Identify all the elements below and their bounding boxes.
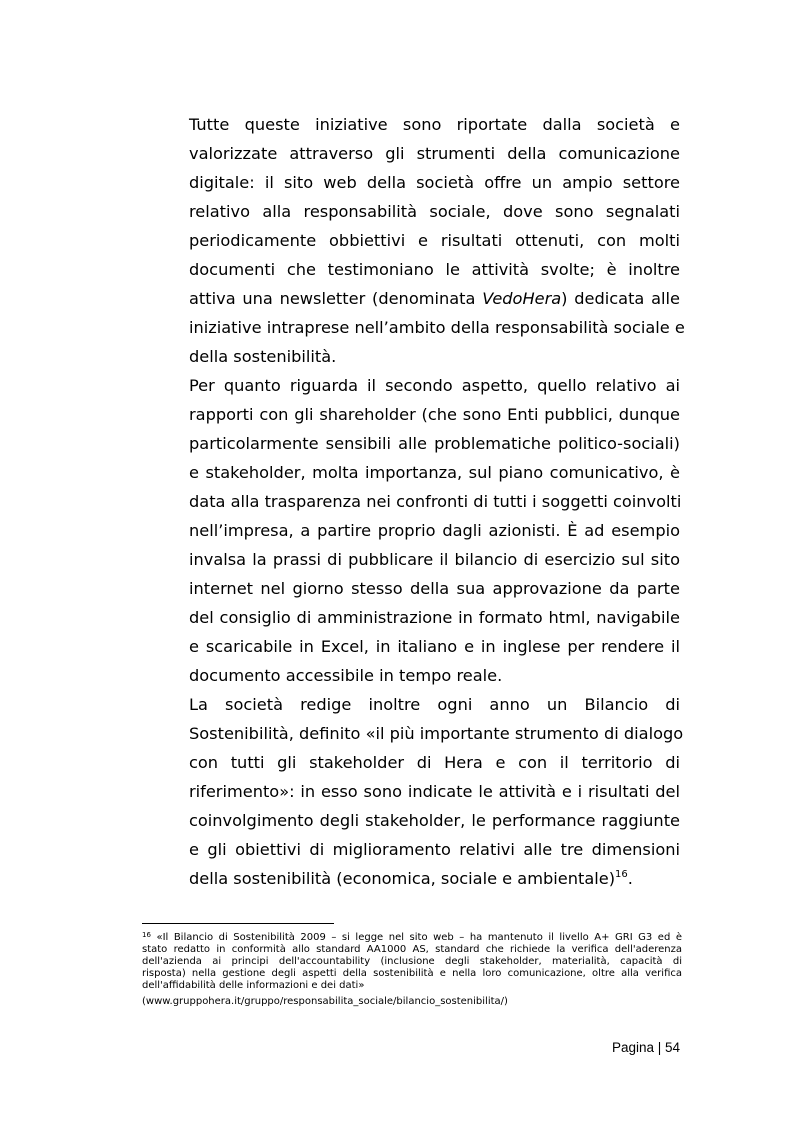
body-line: Sostenibilità, definito «il più importante strumento di dialogo	[189, 724, 684, 743]
newsletter-name: VedoHera	[482, 289, 562, 308]
body-line: Per quanto riguarda il secondo aspetto, quello relativo ai	[189, 376, 680, 395]
footnote-separator	[142, 923, 334, 924]
body-line: periodicamente obbiettivi e risultati ottenuti, con molti	[189, 231, 680, 250]
body-line: Tutte queste iniziative sono riportate dalla società e	[189, 115, 680, 134]
body-line: coinvolgimento degli stakeholder, le performance raggiunte	[189, 811, 680, 830]
body-line: e stakeholder, molta importanza, sul piano comunicativo, è	[189, 463, 680, 482]
body-line: con tutti gli stakeholder di Hera e con il territorio di	[189, 753, 680, 772]
footnote-line: stato redatto in conformità allo standard AA1000 AS, standard che richiede la verifica dell'aderenza	[142, 944, 682, 955]
body-line: particolarmente sensibili alle problematiche politico-sociali)	[189, 434, 680, 453]
body-line: relativo alla responsabilità sociale, dove sono segnalati	[189, 202, 680, 221]
body-line: della sostenibilità (economica, sociale e ambientale)$^{16}$.	[189, 869, 633, 888]
body-line: della sostenibilità.	[189, 347, 337, 366]
footnote-url[interactable]: (www.gruppohera.it/gruppo/responsabilita_sociale/bilancio_sostenibilita/)	[142, 996, 508, 1007]
body-line: attiva una newsletter (denominata VedoHera) dedicata alle	[189, 289, 680, 308]
footnote-marker: 16	[142, 931, 151, 939]
body-line: del consiglio di amministrazione in formato html, navigabile	[189, 608, 680, 627]
body-line: documenti che testimoniano le attività svolte; è inoltre	[189, 260, 680, 279]
body-line: invalsa la prassi di pubblicare il bilancio di esercizio sul sito	[189, 550, 680, 569]
body-line: digitale: il sito web della società offre un ampio settore	[189, 173, 680, 192]
body-line: nell’impresa, a partire proprio dagli azionisti. È ad esempio	[189, 521, 680, 540]
body-line: riferimento»: in esso sono indicate le attività e i risultati del	[189, 782, 680, 801]
footnote-reference[interactable]: 16	[615, 869, 628, 880]
body-line: e gli obiettivi di miglioramento relativi alle tre dimensioni	[189, 840, 680, 859]
footnote-line: $^{16}$ «Il Bilancio di Sostenibilità 2009 – si legge nel sito web – ha mantenuto il livello A+ GRI G3 ed è	[142, 931, 682, 943]
body-line: valorizzate attraverso gli strumenti della comunicazione	[189, 144, 680, 163]
body-line: e scaricabile in Excel, in italiano e in inglese per rendere il	[189, 637, 680, 656]
body-line: iniziative intraprese nell’ambito della responsabilità sociale e	[189, 318, 685, 337]
body-line: data alla trasparenza nei confronti di tutti i soggetti coinvolti	[189, 492, 682, 511]
body-line: internet nel giorno stesso della sua approvazione da parte	[189, 579, 680, 598]
body-line: La società redige inoltre ogni anno un Bilancio di	[189, 695, 680, 714]
footnote-line: dell'azienda ai principi dell'accountability (inclusione degli stakeholder, materialità, capacità di	[142, 956, 682, 967]
footnote-line: dell'affidabilità delle informazioni e dei dati»	[142, 980, 365, 991]
page-number: Pagina | 54	[611, 1040, 680, 1055]
body-line: documento accessibile in tempo reale.	[189, 666, 503, 685]
body-line: rapporti con gli shareholder (che sono Enti pubblici, dunque	[189, 405, 680, 424]
footnote-line: risposta) nella gestione degli aspetti della sostenibilità e nella loro comunicazione, oltre alla verifica	[142, 968, 682, 979]
